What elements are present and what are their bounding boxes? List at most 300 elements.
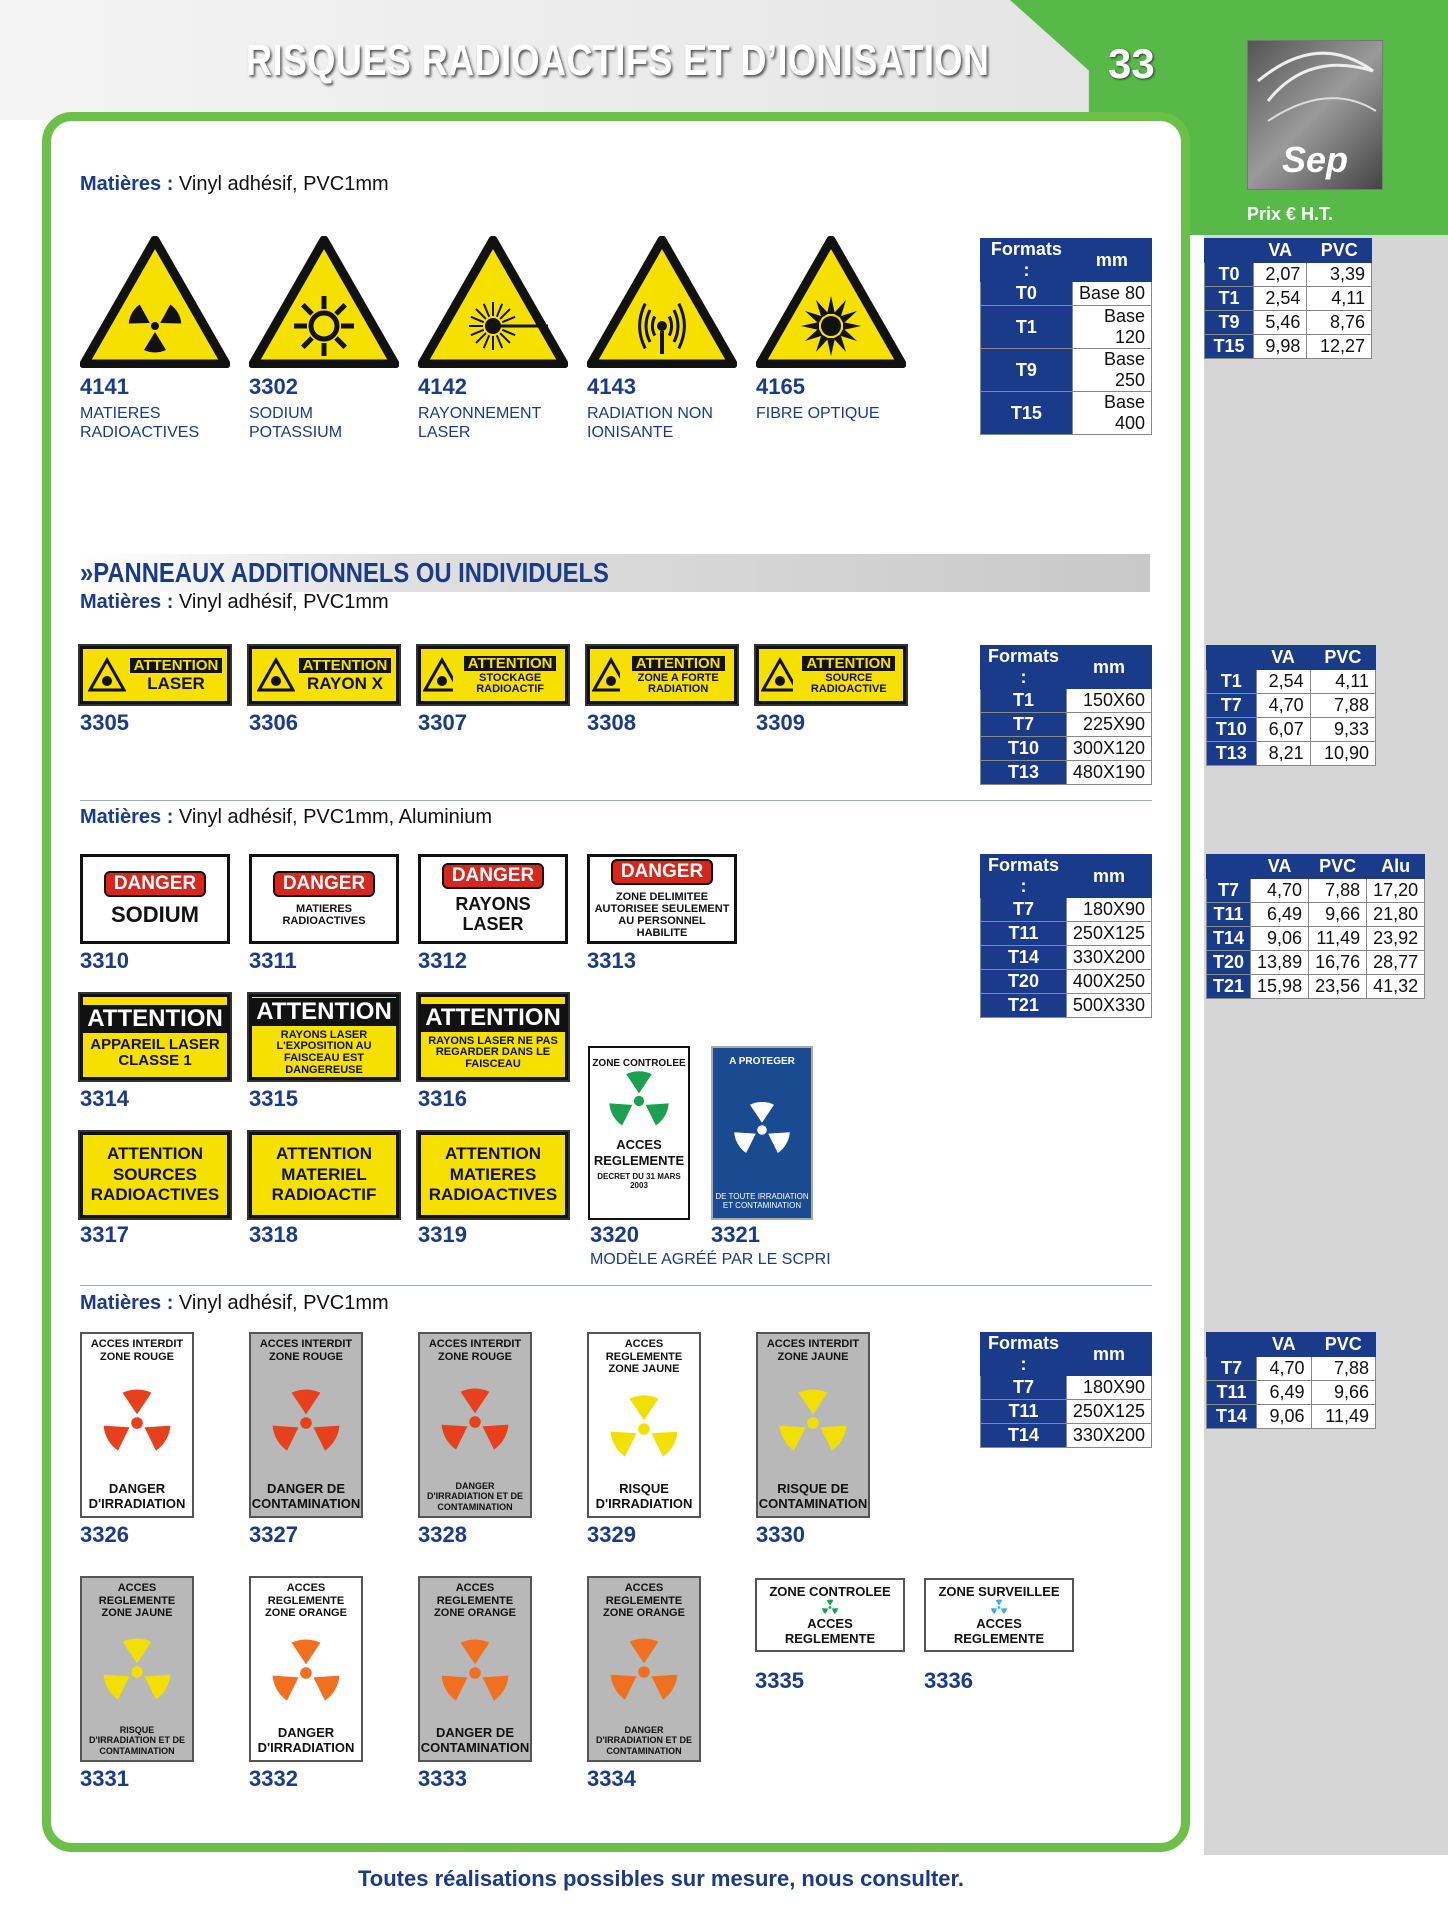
table-cell: 9,06 bbox=[1251, 927, 1309, 951]
danger-sign-3310 bbox=[80, 854, 230, 944]
table-row bbox=[1207, 903, 1425, 927]
table-cell: 7,88 bbox=[1310, 694, 1375, 718]
danger-header: DANGER bbox=[442, 863, 544, 889]
table-cell: Base 250 bbox=[1072, 349, 1151, 392]
table-row bbox=[1205, 335, 1372, 359]
formats-table-4 bbox=[980, 1332, 1152, 1448]
table-row bbox=[981, 1400, 1152, 1424]
table-cell: 13,89 bbox=[1251, 951, 1309, 975]
section-title-bar bbox=[80, 554, 1150, 592]
logo-text: Sep bbox=[1282, 139, 1349, 180]
danger-sign-3311 bbox=[249, 854, 399, 944]
product-code: 3330 bbox=[756, 1522, 805, 1547]
table-header: VA bbox=[1256, 646, 1310, 670]
product-label: MATIERES RADIOACTIVES bbox=[80, 405, 200, 441]
table-cell: T1 bbox=[981, 306, 1073, 349]
attention-sign-3319 bbox=[418, 1132, 568, 1218]
ap-top: A PROTEGER bbox=[729, 1056, 795, 1067]
table-cell: 330X200 bbox=[1066, 946, 1151, 970]
materials-line-4 bbox=[80, 1292, 389, 1315]
radiation-warning-icon bbox=[257, 657, 295, 693]
product-code: 3329 bbox=[587, 1522, 636, 1547]
danger-header: DANGER bbox=[273, 871, 375, 897]
table-cell: 7,88 bbox=[1311, 1357, 1375, 1381]
zone-sign-top: ACCES INTERDIT ZONE ROUGE bbox=[259, 1338, 353, 1363]
banner-text bbox=[299, 658, 392, 692]
product-label: SODIUM POTASSIUM bbox=[249, 405, 343, 441]
table-row bbox=[981, 689, 1152, 713]
table-header: mm bbox=[1066, 1333, 1151, 1376]
table-row bbox=[1207, 1381, 1376, 1405]
table-cell: T1 bbox=[1205, 287, 1254, 311]
table-cell: 7,88 bbox=[1309, 879, 1367, 903]
zone-sign-bottom: DANGER DE CONTAMINATION bbox=[251, 1481, 361, 1512]
table-cell: 180X90 bbox=[1066, 1376, 1151, 1400]
radiation-warning-icon bbox=[592, 657, 620, 693]
product-code: 3308 bbox=[587, 710, 636, 735]
table-row bbox=[1207, 951, 1425, 975]
radiation-trefoil-icon bbox=[439, 1386, 511, 1458]
table-cell: T1 bbox=[981, 689, 1067, 713]
table-row bbox=[1207, 879, 1425, 903]
table-row bbox=[981, 349, 1152, 392]
formats-table-3 bbox=[980, 854, 1152, 1018]
page-number: 33 bbox=[1108, 40, 1155, 87]
attention-banner-3309 bbox=[756, 646, 906, 704]
table-cell: 3,39 bbox=[1307, 263, 1372, 287]
product-code: 3332 bbox=[249, 1766, 298, 1791]
zone-sign-3328 bbox=[418, 1332, 532, 1518]
table-header: mm bbox=[1072, 239, 1151, 282]
zone-sign-bottom: ACCES REGLEMENTE bbox=[953, 1616, 1045, 1646]
table-cell: T11 bbox=[1207, 903, 1251, 927]
product-code: 4143 bbox=[587, 374, 636, 399]
product-code: 3316 bbox=[418, 1086, 467, 1111]
banner-body: RAYON X bbox=[307, 674, 383, 693]
table-cell: 6,49 bbox=[1251, 903, 1309, 927]
zc-mid: ACCES REGLEMENTE bbox=[593, 1137, 685, 1168]
table-cell: Base 80 bbox=[1072, 282, 1151, 306]
table-row bbox=[981, 737, 1152, 761]
product-label: RAYONNEMENT LASER bbox=[418, 405, 541, 441]
table-cell: T20 bbox=[981, 970, 1067, 994]
table-row bbox=[981, 922, 1152, 946]
product-code: 3327 bbox=[249, 1522, 298, 1547]
materials-value: Vinyl adhésif, PVC1mm bbox=[173, 173, 389, 195]
table-cell: 6,49 bbox=[1257, 1381, 1312, 1405]
table-header: mm bbox=[1066, 855, 1151, 898]
price-table-1 bbox=[1204, 238, 1372, 359]
zone-sign-top: ACCES INTERDIT ZONE ROUGE bbox=[428, 1338, 522, 1363]
warning-triangle-4141 bbox=[80, 236, 230, 368]
radiation-trefoil-icon bbox=[608, 1393, 680, 1465]
table-cell: T0 bbox=[981, 282, 1073, 306]
product-code: 4141 bbox=[80, 374, 129, 399]
banner-body: LASER bbox=[147, 674, 205, 693]
table-row bbox=[981, 898, 1152, 922]
attention-sign-3315 bbox=[249, 994, 399, 1080]
table-cell: 9,06 bbox=[1257, 1405, 1312, 1429]
table-cell: 28,77 bbox=[1367, 951, 1425, 975]
table-cell: T11 bbox=[981, 922, 1067, 946]
danger-header: DANGER bbox=[611, 859, 713, 885]
table-cell: 330X200 bbox=[1066, 1424, 1151, 1448]
table-cell: 23,92 bbox=[1367, 927, 1425, 951]
table-cell: T13 bbox=[981, 761, 1067, 785]
table-cell: 400X250 bbox=[1066, 970, 1151, 994]
table-cell: 300X120 bbox=[1066, 737, 1151, 761]
table-header: Formats : bbox=[981, 855, 1067, 898]
divider bbox=[80, 1285, 1152, 1286]
table-cell: T9 bbox=[1205, 311, 1254, 335]
table-cell: 16,76 bbox=[1309, 951, 1367, 975]
formats-table-1 bbox=[980, 238, 1152, 435]
zone-sign-3326 bbox=[80, 1332, 194, 1518]
zone-sign-top: ACCES REGLEMENTE ZONE JAUNE bbox=[605, 1338, 683, 1376]
a-proteger-sign-3321 bbox=[711, 1046, 813, 1220]
table-cell: 2,54 bbox=[1253, 287, 1306, 311]
product-code: 3334 bbox=[587, 1766, 636, 1791]
table-cell: 21,80 bbox=[1367, 903, 1425, 927]
attention-sign-3317 bbox=[80, 1132, 230, 1218]
danger-sign-3312 bbox=[418, 854, 568, 944]
table-row bbox=[981, 946, 1152, 970]
zc-bot: DECRET DU 31 MARS 2003 bbox=[597, 1172, 681, 1191]
radiation-trefoil-icon bbox=[101, 1387, 173, 1459]
danger-text: MATIERES RADIOACTIVES bbox=[282, 902, 366, 927]
zone-sign-top: ACCES REGLEMENTE ZONE ORANGE bbox=[434, 1582, 516, 1620]
attention-banner-3307 bbox=[418, 646, 568, 704]
product-code: 3305 bbox=[80, 710, 129, 735]
price-table-3 bbox=[1206, 854, 1425, 999]
table-cell: 500X330 bbox=[1066, 994, 1151, 1018]
table-row bbox=[1207, 1405, 1376, 1429]
table-cell: T0 bbox=[1205, 263, 1254, 287]
banner-head: ATTENTION bbox=[464, 656, 557, 671]
table-cell: T11 bbox=[981, 1400, 1067, 1424]
product-code: 3328 bbox=[418, 1522, 467, 1547]
product-label: RADIATION NON IONISANTE bbox=[587, 405, 713, 441]
table-cell: 4,70 bbox=[1256, 694, 1310, 718]
banner-text bbox=[130, 658, 223, 692]
zone-sign-3334 bbox=[587, 1576, 701, 1762]
product-code: 3320 bbox=[590, 1222, 639, 1247]
green-trefoil-icon bbox=[607, 1069, 671, 1133]
radiation-trefoil-icon bbox=[101, 1636, 173, 1708]
materials-label: Matières : bbox=[80, 1292, 174, 1314]
attention-text: APPAREIL LASER CLASSE 1 bbox=[90, 1036, 220, 1069]
attention-header: ATTENTION bbox=[250, 998, 398, 1026]
table-cell: T10 bbox=[981, 737, 1067, 761]
table-cell: T1 bbox=[1207, 670, 1257, 694]
table-header: mm bbox=[1066, 646, 1151, 689]
table-cell: T15 bbox=[981, 392, 1073, 435]
table-cell: T7 bbox=[981, 713, 1067, 737]
banner-body: ZONE A FORTE RADIATION bbox=[637, 671, 719, 695]
formats-table-2 bbox=[980, 645, 1152, 785]
table-row bbox=[1207, 975, 1425, 999]
attention-banner-3305 bbox=[80, 646, 230, 704]
page-title: RISQUES RADIOACTIFS ET D’IONISATION bbox=[246, 36, 990, 85]
table-cell: 2,07 bbox=[1253, 263, 1306, 287]
table-cell: 9,66 bbox=[1309, 903, 1367, 927]
danger-header: DANGER bbox=[104, 871, 206, 897]
table-cell: 4,11 bbox=[1307, 287, 1372, 311]
radiation-warning-icon bbox=[423, 657, 453, 693]
sep-logo bbox=[1247, 40, 1383, 190]
product-code: 3331 bbox=[80, 1766, 129, 1791]
table-cell: T7 bbox=[1207, 1357, 1257, 1381]
table-row bbox=[1205, 263, 1372, 287]
table-cell: Base 120 bbox=[1072, 306, 1151, 349]
zone-sign-bottom: DANGER D'IRRADIATION bbox=[88, 1481, 186, 1512]
zone-sign-top: ZONE SURVEILLEE bbox=[938, 1584, 1060, 1599]
footer-note: Toutes réalisations possibles sur mesure, nous consulter. bbox=[358, 1866, 964, 1891]
zone-sign-3335 bbox=[755, 1578, 905, 1652]
table-cell: T21 bbox=[1207, 975, 1251, 999]
table-row bbox=[981, 761, 1152, 785]
materials-line-3 bbox=[80, 806, 492, 829]
zone-sign-top: ACCES REGLEMENTE ZONE ORANGE bbox=[603, 1582, 685, 1620]
table-cell: 150X60 bbox=[1066, 689, 1151, 713]
product-code: 3309 bbox=[756, 710, 805, 735]
table-header bbox=[1205, 239, 1254, 263]
table-cell: T21 bbox=[981, 994, 1067, 1018]
zone-sign-3333 bbox=[418, 1576, 532, 1762]
materials-line-2 bbox=[80, 591, 389, 614]
banner-body: STOCKAGE RADIOACTIF bbox=[476, 671, 545, 695]
table-row bbox=[1207, 742, 1376, 766]
zone-sign-bottom: RISQUE DE CONTAMINATION bbox=[758, 1481, 868, 1512]
materials-line-1 bbox=[80, 173, 389, 196]
product-code: 4142 bbox=[418, 374, 467, 399]
table-cell: 23,56 bbox=[1309, 975, 1367, 999]
zone-sign-bottom: RISQUE D'IRRADIATION ET DE CONTAMINATION bbox=[89, 1724, 185, 1756]
zone-sign-bottom: DANGER D'IRRADIATION bbox=[257, 1725, 355, 1756]
danger-text: RAYONS LASER bbox=[455, 894, 531, 934]
radiation-trefoil-icon bbox=[270, 1387, 342, 1459]
radiation-trefoil-icon bbox=[777, 1387, 849, 1459]
banner-head: ATTENTION bbox=[130, 658, 223, 673]
table-cell: 17,20 bbox=[1367, 879, 1425, 903]
zone-sign-bottom: DANGER DE CONTAMINATION bbox=[420, 1725, 530, 1756]
table-cell: 4,11 bbox=[1310, 670, 1375, 694]
zone-sign-bottom: RISQUE D'IRRADIATION bbox=[595, 1481, 693, 1512]
radiation-warning-icon bbox=[761, 657, 793, 693]
price-header: Prix € H.T. bbox=[1247, 204, 1334, 224]
table-row bbox=[981, 713, 1152, 737]
danger-text: SODIUM bbox=[111, 901, 199, 927]
table-cell: Base 400 bbox=[1072, 392, 1151, 435]
danger-sign-3313 bbox=[587, 854, 737, 944]
table-cell: 9,33 bbox=[1310, 718, 1375, 742]
table-row bbox=[981, 392, 1152, 435]
radiation-trefoil-icon bbox=[270, 1637, 342, 1709]
zone-sign-3336 bbox=[924, 1578, 1074, 1652]
materials-value: Vinyl adhésif, PVC1mm bbox=[173, 591, 389, 613]
price-table-2 bbox=[1206, 645, 1376, 766]
product-code: 3319 bbox=[418, 1222, 467, 1247]
table-cell: T7 bbox=[981, 898, 1067, 922]
table-cell: 4,70 bbox=[1257, 1357, 1312, 1381]
table-row bbox=[1205, 311, 1372, 335]
attention-banner-3308 bbox=[587, 646, 737, 704]
table-cell: T15 bbox=[1205, 335, 1254, 359]
banner-text bbox=[457, 656, 563, 695]
table-cell: T11 bbox=[1207, 1381, 1257, 1405]
product-code: 3321 bbox=[711, 1222, 760, 1247]
table-cell: 4,70 bbox=[1251, 879, 1309, 903]
product-code: 3315 bbox=[249, 1086, 298, 1111]
table-cell: 8,21 bbox=[1256, 742, 1310, 766]
zone-sign-bottom: DANGER D'IRRADIATION ET DE CONTAMINATION bbox=[596, 1724, 692, 1756]
product-code: 3336 bbox=[924, 1668, 973, 1693]
warning-triangle-3302 bbox=[249, 236, 399, 368]
table-cell: 8,76 bbox=[1307, 311, 1372, 335]
table-row bbox=[1207, 670, 1376, 694]
zone-sign-top: ZONE CONTROLEE bbox=[769, 1584, 891, 1599]
table-cell: 250X125 bbox=[1066, 922, 1151, 946]
attention-text: RAYONS LASER NE PAS REGARDER DANS LE FAISCEAU bbox=[428, 1034, 558, 1070]
product-code: 3326 bbox=[80, 1522, 129, 1547]
attention-text: ATTENTION MATERIEL RADIOACTIF bbox=[271, 1144, 377, 1205]
approval-note: MODÈLE AGRÉÉ PAR LE SCPRI bbox=[590, 1251, 831, 1268]
table-cell: 10,90 bbox=[1310, 742, 1375, 766]
table-header: VA bbox=[1257, 1333, 1312, 1357]
warning-triangle-4142 bbox=[418, 236, 568, 368]
radiation-trefoil-icon bbox=[818, 1599, 842, 1616]
product-code: 3312 bbox=[418, 948, 467, 973]
section-title: »PANNEAUX ADDITIONNELS OU INDIVIDUELS bbox=[80, 557, 609, 588]
table-row bbox=[981, 970, 1152, 994]
table-cell: T14 bbox=[1207, 1405, 1257, 1429]
banner-body: SOURCE RADIOACTIVE bbox=[810, 671, 887, 695]
table-cell: T14 bbox=[981, 1424, 1067, 1448]
product-code: 4165 bbox=[756, 374, 805, 399]
attention-text: RAYONS LASER L'EXPOSITION AU FAISCEAU EST DANGEREUSE bbox=[276, 1028, 372, 1076]
table-row bbox=[1207, 1357, 1376, 1381]
zone-sign-3329 bbox=[587, 1332, 701, 1518]
table-cell: 2,54 bbox=[1256, 670, 1310, 694]
product-code: 3313 bbox=[587, 948, 636, 973]
zone-sign-3330 bbox=[756, 1332, 870, 1518]
zone-sign-bottom: DANGER D'IRRADIATION ET DE CONTAMINATION bbox=[427, 1480, 523, 1512]
table-cell: T13 bbox=[1207, 742, 1257, 766]
product-code: 3306 bbox=[249, 710, 298, 735]
table-cell: 41,32 bbox=[1367, 975, 1425, 999]
product-code: 3333 bbox=[418, 1766, 467, 1791]
laser-warning-icon bbox=[88, 657, 126, 693]
product-code: 3310 bbox=[80, 948, 129, 973]
zone-sign-3332 bbox=[249, 1576, 363, 1762]
table-header: PVC bbox=[1311, 1333, 1375, 1357]
table-cell: T7 bbox=[1207, 694, 1257, 718]
product-label: FIBRE OPTIQUE bbox=[756, 405, 880, 422]
price-column-background bbox=[1204, 235, 1448, 1855]
table-row bbox=[1205, 287, 1372, 311]
table-header: PVC bbox=[1309, 855, 1367, 879]
danger-text: ZONE DELIMITEE AUTORISEE SEULEMENT AU PERSONNEL HABILITE bbox=[594, 890, 730, 940]
table-header: Formats : bbox=[981, 646, 1067, 689]
table-header: Formats : bbox=[981, 239, 1073, 282]
product-code: 3302 bbox=[249, 374, 298, 399]
materials-label: Matières : bbox=[80, 173, 174, 195]
table-header: Alu bbox=[1367, 855, 1425, 879]
table-row bbox=[1207, 927, 1425, 951]
table-header bbox=[1207, 855, 1251, 879]
warning-triangle-4165 bbox=[756, 236, 906, 368]
zone-sign-top: ACCES REGLEMENTE ZONE ORANGE bbox=[265, 1582, 347, 1620]
table-cell: T20 bbox=[1207, 951, 1251, 975]
radiation-trefoil-icon bbox=[439, 1637, 511, 1709]
attention-header: ATTENTION bbox=[81, 1005, 229, 1033]
zone-sign-top: ACCES INTERDIT ZONE ROUGE bbox=[90, 1338, 184, 1363]
materials-value: Vinyl adhésif, PVC1mm bbox=[173, 1292, 389, 1314]
table-cell: 9,66 bbox=[1311, 1381, 1375, 1405]
table-cell: 250X125 bbox=[1066, 1400, 1151, 1424]
table-header: VA bbox=[1253, 239, 1306, 263]
table-cell: T7 bbox=[1207, 879, 1251, 903]
table-cell: 225X90 bbox=[1066, 713, 1151, 737]
zone-sign-top: ACCES REGLEMENTE ZONE JAUNE bbox=[98, 1582, 176, 1620]
attention-sign-3314 bbox=[80, 994, 230, 1080]
table-header bbox=[1207, 1333, 1257, 1357]
zc-top: ZONE CONTROLEE bbox=[592, 1058, 686, 1069]
radiation-trefoil-icon bbox=[987, 1599, 1011, 1616]
product-code: 3335 bbox=[755, 1668, 804, 1693]
table-cell: T14 bbox=[981, 946, 1067, 970]
table-row bbox=[981, 994, 1152, 1018]
product-code: 3311 bbox=[249, 948, 297, 973]
divider bbox=[80, 800, 1152, 801]
materials-label: Matières : bbox=[80, 806, 174, 828]
radiation-trefoil-icon bbox=[608, 1636, 680, 1708]
product-code: 3307 bbox=[418, 710, 467, 735]
attention-sign-3318 bbox=[249, 1132, 399, 1218]
banner-text bbox=[797, 656, 901, 695]
table-cell: T7 bbox=[981, 1376, 1067, 1400]
table-cell: T10 bbox=[1207, 718, 1257, 742]
table-row bbox=[981, 1424, 1152, 1448]
product-code: 3318 bbox=[249, 1222, 298, 1247]
materials-value: Vinyl adhésif, PVC1mm, Aluminium bbox=[173, 806, 493, 828]
table-row bbox=[981, 1376, 1152, 1400]
table-cell: 15,98 bbox=[1251, 975, 1309, 999]
table-row bbox=[1207, 694, 1376, 718]
attention-sign-3316 bbox=[418, 994, 568, 1080]
warning-triangle-4143 bbox=[587, 236, 737, 368]
ap-bot: DE TOUTE IRRADIATION ET CONTAMINATION bbox=[715, 1192, 809, 1210]
table-header: PVC bbox=[1310, 646, 1375, 670]
price-table-4 bbox=[1206, 1332, 1376, 1429]
zone-sign-3327 bbox=[249, 1332, 363, 1518]
table-cell: 11,49 bbox=[1311, 1405, 1375, 1429]
table-cell: 9,98 bbox=[1253, 335, 1306, 359]
table-row bbox=[981, 282, 1152, 306]
table-header bbox=[1207, 646, 1257, 670]
product-code: 3314 bbox=[80, 1086, 129, 1111]
table-cell: 12,27 bbox=[1307, 335, 1372, 359]
attention-header: ATTENTION bbox=[419, 1004, 567, 1032]
materials-label: Matières : bbox=[80, 591, 174, 613]
table-cell: 6,07 bbox=[1256, 718, 1310, 742]
table-cell: 11,49 bbox=[1309, 927, 1367, 951]
table-cell: 480X190 bbox=[1066, 761, 1151, 785]
table-header: Formats : bbox=[981, 1333, 1067, 1376]
table-row bbox=[1207, 718, 1376, 742]
table-cell: T14 bbox=[1207, 927, 1251, 951]
white-trefoil-icon bbox=[732, 1100, 792, 1160]
